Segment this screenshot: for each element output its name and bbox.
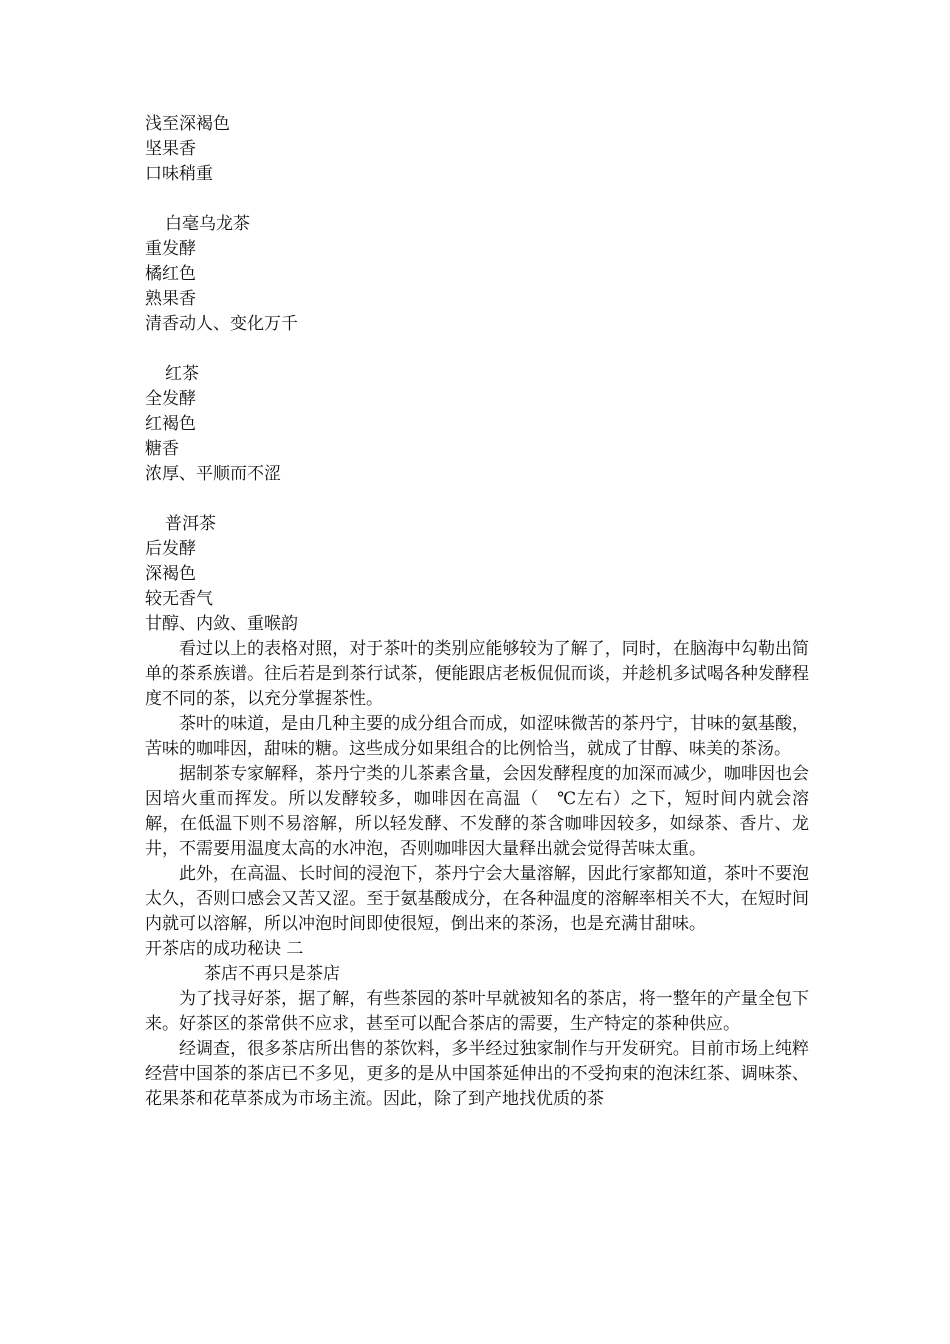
blank-line (145, 337, 809, 362)
body-paragraph: 看过以上的表格对照，对于茶叶的类别应能够较为了解了，同时，在脑海中勾勒出简单的茶系族谱。往后若是到茶行试茶，便能跟店老板侃侃而谈，并趁机多试喝各种发酵程度不同的茶，以充分掌握茶性。 (145, 639, 809, 709)
body-paragraph: 据制茶专家解释，茶丹宁类的儿茶素含量，会因发酵程度的加深而减少，咖啡因也会因培火重而挥发。所以发酵较多，咖啡因在高温（ ℃左右）之下，短时间内就会溶解，在低温下则不易溶解，所以轻发酵、不发酵的茶含咖啡因较多，如绿茶、香片、龙井，不需要用温度太高的水冲泡，否则咖啡因大量释出就会觉得苦味太重。 (145, 764, 809, 859)
tea-attribute: 较无香气 (145, 589, 213, 609)
tea-attribute: 深褐色 (145, 564, 196, 584)
tea-group-puer (145, 512, 809, 637)
body-paragraph: 茶叶的味道，是由几种主要的成分组合而成，如涩味微苦的茶丹宁，甘味的氨基酸，苦味的咖啡因，甜味的糖。这些成分如果组合的比例恰当，就成了甘醇、味美的茶汤。 (145, 714, 809, 759)
tea-attribute: 熟果香 (145, 289, 196, 309)
section-title: 开茶店的成功秘诀 二 (145, 939, 304, 959)
tea-name: 红茶 (165, 364, 199, 384)
tea-attribute: 糖香 (145, 439, 179, 459)
tea-attribute: 橘红色 (145, 264, 196, 284)
tea-attribute: 后发酵 (145, 539, 196, 559)
tea-attribute: 清香动人、变化万千 (145, 314, 298, 334)
intro-line: 坚果香 (145, 139, 196, 159)
document-page (145, 112, 809, 1112)
body-paragraph: 此外，在高温、长时间的浸泡下，茶丹宁会大量溶解，因此行家都知道，茶叶不要泡太久，否则口感会又苦又涩。至于氨基酸成分，在各种温度的溶解率相关不大，在短时间内就可以溶解，所以冲泡时间即使很短，倒出来的茶汤，也是充满甘甜味。 (145, 864, 809, 934)
tea-attribute: 红褐色 (145, 414, 196, 434)
intro-line: 浅至深褐色 (145, 114, 230, 134)
blank-line (145, 187, 809, 212)
tea-attribute: 全发酵 (145, 389, 196, 409)
intro-list (145, 112, 809, 187)
tea-attribute: 甘醇、内敛、重喉韵 (145, 614, 298, 634)
tea-group-baihao (145, 212, 809, 337)
tea-name: 普洱茶 (165, 514, 216, 534)
tea-attribute: 浓厚、平顺而不涩 (145, 464, 281, 484)
section-paragraph: 经调查，很多茶店所出售的茶饮料，多半经过独家制作与开发研究。目前市场上纯粹经营中国茶的茶店已不多见，更多的是从中国茶延伸出的不受拘束的泡沫红茶、调味茶、花果茶和花草茶成为市场主流。因此，除了到产地找优质的茶 (145, 1039, 809, 1109)
tea-group-black (145, 362, 809, 487)
section-subtitle: 茶店不再只是茶店 (204, 964, 340, 984)
section-paragraph: 为了找寻好茶，据了解，有些茶园的茶叶早就被知名的茶店，将一整年的产量全包下来。好茶区的茶常供不应求，甚至可以配合茶店的需要，生产特定的茶种供应。 (145, 989, 809, 1034)
intro-line: 口味稍重 (145, 164, 213, 184)
tea-name: 白毫乌龙茶 (165, 214, 250, 234)
blank-line (145, 487, 809, 512)
tea-attribute: 重发酵 (145, 239, 196, 259)
